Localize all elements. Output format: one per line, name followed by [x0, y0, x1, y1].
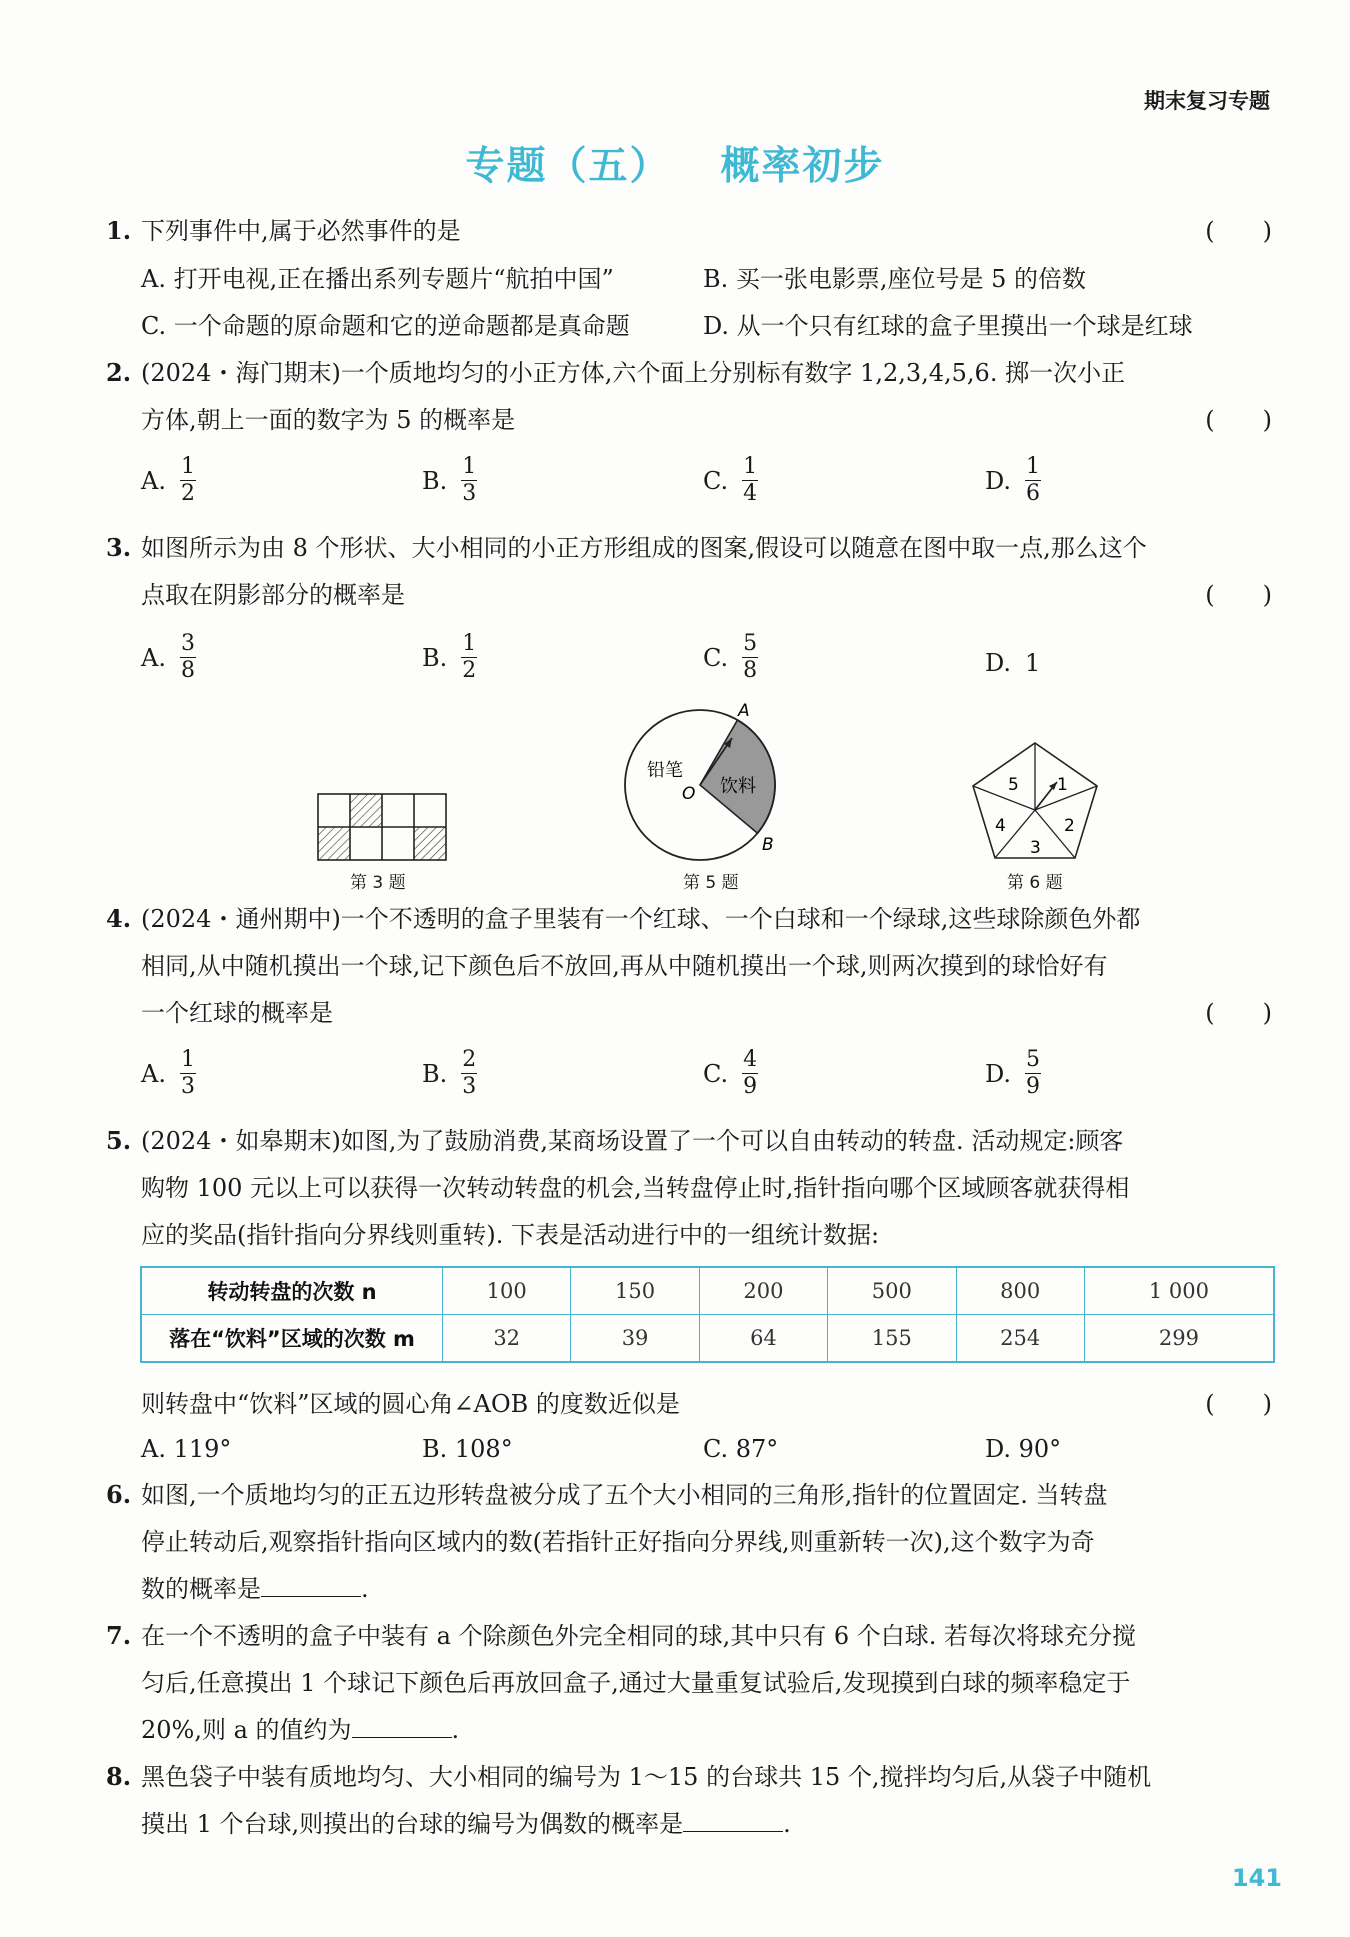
table-cell: 39 [571, 1315, 699, 1363]
q5-question: 则转盘中“饮料”区域的圆心角∠AOB 的度数近似是 [141, 1390, 680, 1418]
q1-stem: 下列事件中,属于必然事件的是 [141, 217, 461, 245]
table-cell: 155 [828, 1315, 956, 1363]
q2-number: 2. [106, 358, 132, 387]
q6-line-3: 数的概率是 . [141, 1575, 369, 1603]
q7-answer-blank[interactable] [352, 1715, 452, 1738]
figure-3-caption: 第 3 题 [350, 873, 406, 893]
q5-line-3: 应的奖品(指针指向分界线则重转). 下表是活动进行中的一组统计数据: [141, 1221, 880, 1249]
q2-option-a: A. $\frac{1}{2}$ [141, 454, 195, 506]
q3-option-b: B. $\frac{1}{2}$ [422, 631, 477, 683]
q4-option-a: A. $\frac{1}{3}$ [141, 1047, 195, 1099]
figure-3-grid [310, 792, 450, 864]
q7-line-3: 20%,则 a 的值约为 . [141, 1716, 460, 1744]
q4-number: 4. [106, 904, 132, 933]
q7-line-2: 匀后,任意摸出 1 个球记下颜色后再放回盒子,通过大量重复试验后,发现摸到白球的频率稳定于 [141, 1669, 1131, 1697]
q6-answer-blank[interactable] [261, 1574, 361, 1597]
q4-option-d: D. $\frac{5}{9}$ [985, 1047, 1041, 1099]
q3-answer-paren: ( ) [1205, 581, 1272, 609]
q2-option-d: D. $\frac{1}{6}$ [985, 454, 1041, 506]
q2-line-2: 方体,朝上一面的数字为 5 的概率是 [141, 406, 516, 434]
q5-option-b: B. 108° [422, 1435, 513, 1463]
q4-answer-paren: ( ) [1205, 999, 1272, 1027]
figure-6-pentagon [965, 738, 1105, 868]
fig6-number-3: 3 [1030, 838, 1041, 858]
fig5-label-o: O [682, 784, 696, 804]
title-topic-number: 专题（五） [465, 143, 671, 189]
table-cell: 1 000 [1084, 1267, 1274, 1315]
table-cell: 254 [956, 1315, 1084, 1363]
fig5-pencil-label: 铅笔 [647, 760, 683, 781]
table-cell: 800 [956, 1267, 1084, 1315]
q6-number: 6. [106, 1480, 132, 1509]
fig3-shaded-cell [318, 827, 350, 860]
table-row [141, 1315, 1274, 1363]
q5-number: 5. [106, 1126, 132, 1155]
page-title [0, 135, 1350, 191]
table-cell: 64 [699, 1315, 827, 1363]
q4-line-3: 一个红球的概率是 [141, 999, 333, 1027]
figure-5-caption: 第 5 题 [683, 873, 739, 893]
q1-number: 1. [106, 216, 132, 245]
q2-option-b: B. $\frac{1}{3}$ [422, 454, 477, 506]
q5-option-d: D. 90° [985, 1435, 1062, 1463]
q5-option-c: C. 87° [703, 1435, 779, 1463]
q2-line-1: (2024・海门期末)一个质地均匀的小正方体,六个面上分别标有数字 1,2,3,4,5,6. 掷一次小正 [141, 359, 1126, 387]
table-cell: 100 [443, 1267, 571, 1315]
q3-number: 3. [106, 533, 132, 562]
section-header: 期末复习专题 [1144, 89, 1270, 113]
figure-6-caption: 第 6 题 [1007, 873, 1063, 893]
q5-answer-paren: ( ) [1205, 1390, 1272, 1418]
q4-line-2: 相同,从中随机摸出一个球,记下颜色后不放回,再从中随机摸出一个球,则两次摸到的球恰好有 [141, 952, 1108, 980]
fig6-number-4: 4 [995, 816, 1006, 836]
q3-line-2: 点取在阴影部分的概率是 [141, 581, 405, 609]
q1-option-a: A. 打开电视,正在播出系列专题片“航拍中国” [141, 265, 614, 293]
q1-answer-paren: ( ) [1205, 217, 1272, 245]
q8-answer-blank[interactable] [683, 1809, 783, 1832]
q7-line-1: 在一个不透明的盒子中装有 a 个除颜色外完全相同的球,其中只有 6 个白球. 若每次将球充分搅 [141, 1622, 1136, 1650]
table-cell: 500 [828, 1267, 956, 1315]
title-topic-name: 概率初步 [720, 143, 885, 189]
q8-line-1: 黑色袋子中装有质地均匀、大小相同的编号为 1～15 的台球共 15 个,搅拌均匀后,从袋子中随机 [141, 1763, 1152, 1791]
page-number: 141 [1231, 1864, 1282, 1892]
q3-option-a: A. $\frac{3}{8}$ [141, 631, 195, 683]
table-row-header: 转动转盘的次数 n [141, 1267, 443, 1315]
table-cell: 150 [571, 1267, 699, 1315]
q5-statistics-table [140, 1266, 1275, 1363]
fig6-number-2: 2 [1064, 816, 1075, 836]
table-row [141, 1267, 1274, 1315]
fig3-shaded-cell [414, 827, 446, 860]
q2-answer-paren: ( ) [1205, 406, 1272, 434]
q8-number: 8. [106, 1762, 132, 1791]
q6-line-2: 停止转动后,观察指针指向区域内的数(若指针正好指向分界线,则重新转一次),这个数字为奇 [141, 1528, 1095, 1556]
q7-number: 7. [106, 1621, 132, 1650]
q3-option-c: C. $\frac{5}{8}$ [703, 631, 758, 683]
fig5-drink-label: 饮料 [720, 776, 756, 797]
table-cell: 200 [699, 1267, 827, 1315]
fig5-label-a: A [738, 701, 750, 721]
q5-line-1: (2024・如皋期末)如图,为了鼓励消费,某商场设置了一个可以自由转动的转盘. 活动规定:顾客 [141, 1127, 1124, 1155]
table-cell: 32 [443, 1315, 571, 1363]
q6-line-1: 如图,一个质地均匀的正五边形转盘被分成了五个大小相同的三角形,指针的位置固定. 当转盘 [141, 1481, 1108, 1509]
fig3-shaded-cell [350, 794, 382, 827]
q4-option-b: B. $\frac{2}{3}$ [422, 1047, 477, 1099]
table-cell: 299 [1084, 1315, 1274, 1363]
q5-line-2: 购物 100 元以上可以获得一次转动转盘的机会,当转盘停止时,指针指向哪个区域顾客就获得相 [141, 1174, 1130, 1202]
table-row-header: 落在“饮料”区域的次数 m [141, 1315, 443, 1363]
fig6-number-1: 1 [1057, 775, 1068, 795]
q4-option-c: C. $\frac{4}{9}$ [703, 1047, 758, 1099]
q1-option-b: B. 买一张电影票,座位号是 5 的倍数 [703, 265, 1087, 293]
q1-option-c: C. 一个命题的原命题和它的逆命题都是真命题 [141, 312, 630, 340]
q1-option-d: D. 从一个只有红球的盒子里摸出一个球是红球 [703, 312, 1193, 340]
q5-option-a: A. 119° [141, 1435, 232, 1463]
q4-line-1: (2024・通州期中)一个不透明的盒子里装有一个红球、一个白球和一个绿球,这些球除颜色外都 [141, 905, 1141, 933]
q3-option-d: D. 1 [985, 649, 1041, 677]
fig6-number-5: 5 [1008, 775, 1019, 795]
q8-line-2: 摸出 1 个台球,则摸出的台球的编号为偶数的概率是 . [141, 1810, 791, 1838]
fig5-label-b: B [762, 835, 774, 855]
q3-line-1: 如图所示为由 8 个形状、大小相同的小正方形组成的图案,假设可以随意在图中取一点,那么这个 [141, 534, 1147, 562]
figure-5-spinner [620, 700, 800, 870]
q2-option-c: C. $\frac{1}{4}$ [703, 454, 758, 506]
